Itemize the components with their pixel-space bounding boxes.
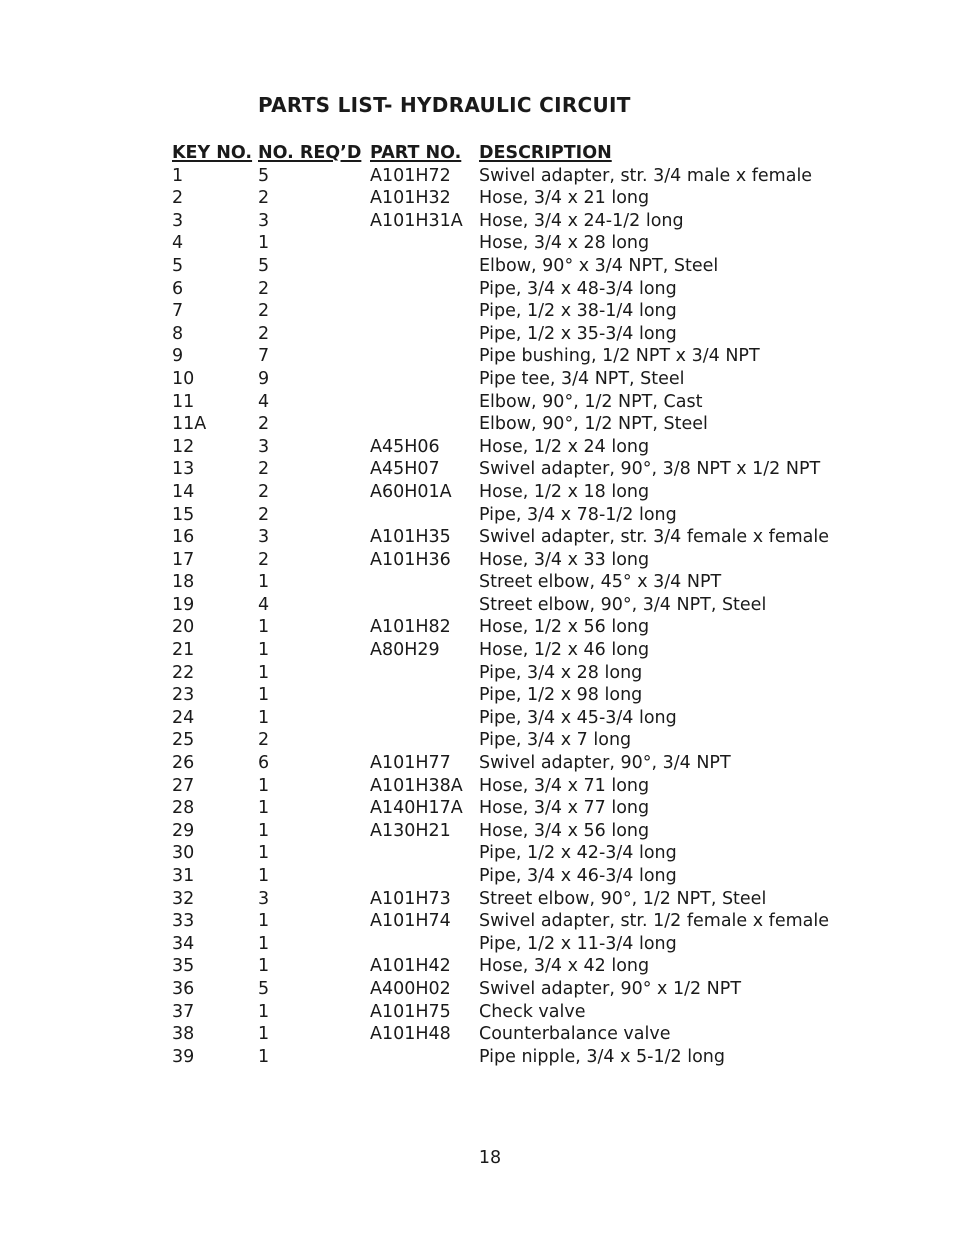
part-no-cell [370,933,479,956]
table-row [172,594,829,617]
part-no-cell [370,662,479,685]
table-row [172,413,829,436]
table-row [172,345,829,368]
key-no-cell: 10 [172,368,195,389]
key-no-cell: 3 [172,210,184,231]
description-cell: Pipe nipple, 3/4 x 5-1/2 long [479,1046,725,1067]
key-no-cell: 24 [172,707,195,728]
part-no-cell: A101H31A [370,210,463,231]
part-no-cell: A400H02 [370,978,451,999]
no-reqd-cell: 1 [258,843,270,864]
description-cell: Hose, 1/2 x 46 long [479,640,650,661]
table-row [172,662,829,685]
key-no-cell: 23 [172,685,195,706]
part-no-cell: A101H73 [370,888,451,909]
description-cell: Pipe, 3/4 x 7 long [479,730,632,751]
part-no-cell [370,413,479,436]
no-reqd-cell: 2 [258,414,270,435]
description-cell: Pipe, 3/4 x 28 long [479,662,643,683]
no-reqd-cell: 1 [258,662,270,683]
no-reqd-cell: 2 [258,504,270,525]
part-no-cell: A101H42 [370,956,451,977]
description-cell: Pipe, 1/2 x 98 long [479,685,643,706]
no-reqd-cell: 2 [258,323,270,344]
no-reqd-cell: 5 [258,165,270,186]
part-no-cell: A101H82 [370,617,451,638]
table-row [172,504,829,527]
description-cell: Pipe, 3/4 x 45-3/4 long [479,707,677,728]
table-row [172,978,829,1001]
no-reqd-cell: 1 [258,798,270,819]
description-cell: Pipe, 3/4 x 46-3/4 long [479,866,677,886]
description-cell: Swivel adapter, str. 1/2 female x female [479,911,829,932]
part-no-cell [370,368,479,391]
part-no-cell [370,684,479,707]
no-reqd-cell: 1 [258,1024,270,1045]
no-reqd-cell: 1 [258,820,270,841]
no-reqd-cell: 1 [258,866,270,886]
part-no-cell: A101H72 [370,165,451,186]
description-cell: Pipe tee, 3/4 NPT, Steel [479,368,685,389]
part-no-cell: A140H17A [370,798,463,819]
table-row [172,436,829,459]
description-cell: Counterbalance valve [479,1024,671,1045]
table-row [172,616,829,639]
no-reqd-cell: 1 [258,685,270,706]
key-no-cell: 17 [172,549,195,570]
part-no-cell: A101H48 [370,1024,451,1045]
part-no-cell [370,345,479,368]
description-cell: Elbow, 90° x 3/4 NPT, Steel [479,255,719,276]
table-row [172,300,829,323]
key-no-cell: 22 [172,662,195,683]
table-row [172,323,829,346]
key-no-cell: 28 [172,798,195,819]
part-no-cell [370,278,479,301]
table-row [172,707,829,730]
table-row [172,1001,829,1024]
table-row [172,752,829,775]
no-reqd-cell: 4 [258,594,270,615]
page-number: 18 [478,1148,502,1168]
no-reqd-cell: 1 [258,1046,270,1067]
description-cell: Pipe, 1/2 x 42-3/4 long [479,843,677,864]
key-no-cell: 15 [172,504,195,525]
part-no-cell [370,842,479,865]
table-row [172,729,829,752]
part-no-cell: A101H32 [370,188,451,209]
key-no-cell: 2 [172,188,184,209]
description-cell: Swivel adapter, str. 3/4 male x female [479,165,813,186]
table-row [172,549,829,572]
part-no-cell: A45H06 [370,436,440,457]
key-no-cell: 19 [172,594,195,615]
key-no-cell: 34 [172,933,195,954]
table-header-row [172,142,829,165]
part-no-cell: A130H21 [370,820,451,841]
table-row [172,368,829,391]
key-no-cell: 18 [172,572,195,593]
parts-table-body [172,165,829,1069]
part-no-cell: A101H35 [370,527,451,548]
table-row [172,820,829,843]
key-no-cell: 11A [172,414,207,435]
no-reqd-cell: 2 [258,188,270,209]
part-no-cell: A80H29 [370,640,440,661]
description-cell: Hose, 3/4 x 77 long [479,798,650,819]
column-header-description: DESCRIPTION [479,143,612,163]
table-row [172,481,829,504]
no-reqd-cell: 9 [258,368,270,389]
description-cell: Swivel adapter, str. 3/4 female x female [479,527,829,548]
no-reqd-cell: 1 [258,640,270,661]
part-no-cell: A101H38A [370,775,463,796]
description-cell: Swivel adapter, 90°, 3/8 NPT x 1/2 NPT [479,459,821,480]
part-no-cell: A60H01A [370,481,452,502]
description-cell: Hose, 3/4 x 42 long [479,956,650,977]
part-no-cell [370,255,479,278]
key-no-cell: 14 [172,481,195,502]
part-no-cell [370,504,479,527]
part-no-cell [370,1046,479,1069]
no-reqd-cell: 1 [258,233,270,254]
part-no-cell [370,571,479,594]
column-header-no-reqd: NO. REQ’D [258,143,362,163]
no-reqd-cell: 1 [258,572,270,593]
column-header-part-no: PART NO. [370,143,462,163]
part-no-cell [370,729,479,752]
no-reqd-cell: 3 [258,527,270,548]
description-cell: Elbow, 90°, 1/2 NPT, Steel [479,414,708,435]
table-row [172,684,829,707]
no-reqd-cell: 2 [258,301,270,322]
key-no-cell: 4 [172,233,184,254]
no-reqd-cell: 2 [258,730,270,751]
description-cell: Street elbow, 90°, 3/4 NPT, Steel [479,594,767,615]
key-no-cell: 16 [172,527,195,548]
table-row [172,775,829,798]
description-cell: Swivel adapter, 90°, 3/4 NPT [479,753,731,774]
no-reqd-cell: 6 [258,753,270,774]
table-row [172,458,829,481]
key-no-cell: 33 [172,911,195,932]
table-row [172,232,829,255]
description-cell: Elbow, 90°, 1/2 NPT, Cast [479,391,703,412]
description-cell: Hose, 1/2 x 24 long [479,436,650,457]
table-row [172,842,829,865]
description-cell: Hose, 3/4 x 21 long [479,188,650,209]
table-row [172,571,829,594]
key-no-cell: 21 [172,640,195,661]
key-no-cell: 32 [172,888,195,909]
key-no-cell: 20 [172,617,195,638]
page-title: PARTS LIST- HYDRAULIC CIRCUIT [258,93,631,117]
table-row [172,1046,829,1069]
part-no-cell [370,232,479,255]
key-no-cell: 6 [172,278,184,299]
no-reqd-cell: 1 [258,775,270,796]
table-row [172,278,829,301]
parts-table [172,142,829,1068]
key-no-cell: 9 [172,346,184,367]
key-no-cell: 8 [172,323,184,344]
part-no-cell: A101H75 [370,1001,451,1022]
no-reqd-cell: 5 [258,978,270,999]
part-no-cell: A101H74 [370,911,451,932]
table-row [172,910,829,933]
table-row [172,865,829,888]
no-reqd-cell: 2 [258,549,270,570]
no-reqd-cell: 3 [258,888,270,909]
description-cell: Hose, 3/4 x 33 long [479,549,650,570]
no-reqd-cell: 7 [258,346,270,367]
no-reqd-cell: 3 [258,210,270,231]
description-cell: Pipe, 3/4 x 78-1/2 long [479,504,677,525]
no-reqd-cell: 1 [258,1001,270,1022]
key-no-cell: 29 [172,820,195,841]
key-no-cell: 13 [172,459,195,480]
table-row [172,955,829,978]
no-reqd-cell: 1 [258,956,270,977]
key-no-cell: 39 [172,1046,195,1067]
table-row [172,888,829,911]
part-no-cell [370,865,479,888]
table-row [172,210,829,233]
part-no-cell [370,391,479,414]
no-reqd-cell: 5 [258,255,270,276]
table-row [172,391,829,414]
no-reqd-cell: 1 [258,617,270,638]
no-reqd-cell: 3 [258,436,270,457]
table-row [172,165,829,188]
part-no-cell [370,323,479,346]
description-cell: Street elbow, 45° x 3/4 NPT [479,572,722,593]
key-no-cell: 1 [172,165,184,186]
description-cell: Hose, 3/4 x 28 long [479,233,650,254]
part-no-cell: A45H07 [370,459,440,480]
no-reqd-cell: 1 [258,911,270,932]
no-reqd-cell: 1 [258,933,270,954]
no-reqd-cell: 1 [258,707,270,728]
description-cell: Pipe, 1/2 x 38-1/4 long [479,301,677,322]
table-row [172,255,829,278]
key-no-cell: 30 [172,843,195,864]
key-no-cell: 35 [172,956,195,977]
key-no-cell: 37 [172,1001,195,1022]
description-cell: Hose, 1/2 x 18 long [479,481,650,502]
key-no-cell: 7 [172,301,184,322]
description-cell: Pipe, 1/2 x 11-3/4 long [479,933,677,954]
description-cell: Hose, 3/4 x 56 long [479,820,650,841]
key-no-cell: 11 [172,391,195,412]
table-row [172,526,829,549]
key-no-cell: 25 [172,730,195,751]
key-no-cell: 26 [172,753,195,774]
part-no-cell: A101H36 [370,549,451,570]
key-no-cell: 31 [172,866,195,886]
part-no-cell [370,707,479,730]
key-no-cell: 5 [172,255,184,276]
description-cell: Swivel adapter, 90° x 1/2 NPT [479,978,742,999]
key-no-cell: 27 [172,775,195,796]
part-no-cell [370,594,479,617]
description-cell: Hose, 3/4 x 24-1/2 long [479,210,684,231]
table-row [172,933,829,956]
no-reqd-cell: 2 [258,459,270,480]
no-reqd-cell: 2 [258,481,270,502]
description-cell: Check valve [479,1001,586,1022]
table-row [172,797,829,820]
description-cell: Pipe bushing, 1/2 NPT x 3/4 NPT [479,346,760,367]
description-cell: Pipe, 3/4 x 48-3/4 long [479,278,677,299]
description-cell: Hose, 1/2 x 56 long [479,617,650,638]
description-cell: Hose, 3/4 x 71 long [479,775,650,796]
table-row [172,1023,829,1046]
part-no-cell: A101H77 [370,753,451,774]
key-no-cell: 38 [172,1024,195,1045]
key-no-cell: 36 [172,978,195,999]
table-row [172,187,829,210]
no-reqd-cell: 4 [258,391,270,412]
key-no-cell: 12 [172,436,195,457]
description-cell: Pipe, 1/2 x 35-3/4 long [479,323,677,344]
part-no-cell [370,300,479,323]
table-row [172,639,829,662]
column-header-key-no: KEY NO. [172,143,253,163]
description-cell: Street elbow, 90°, 1/2 NPT, Steel [479,888,767,909]
no-reqd-cell: 2 [258,278,270,299]
